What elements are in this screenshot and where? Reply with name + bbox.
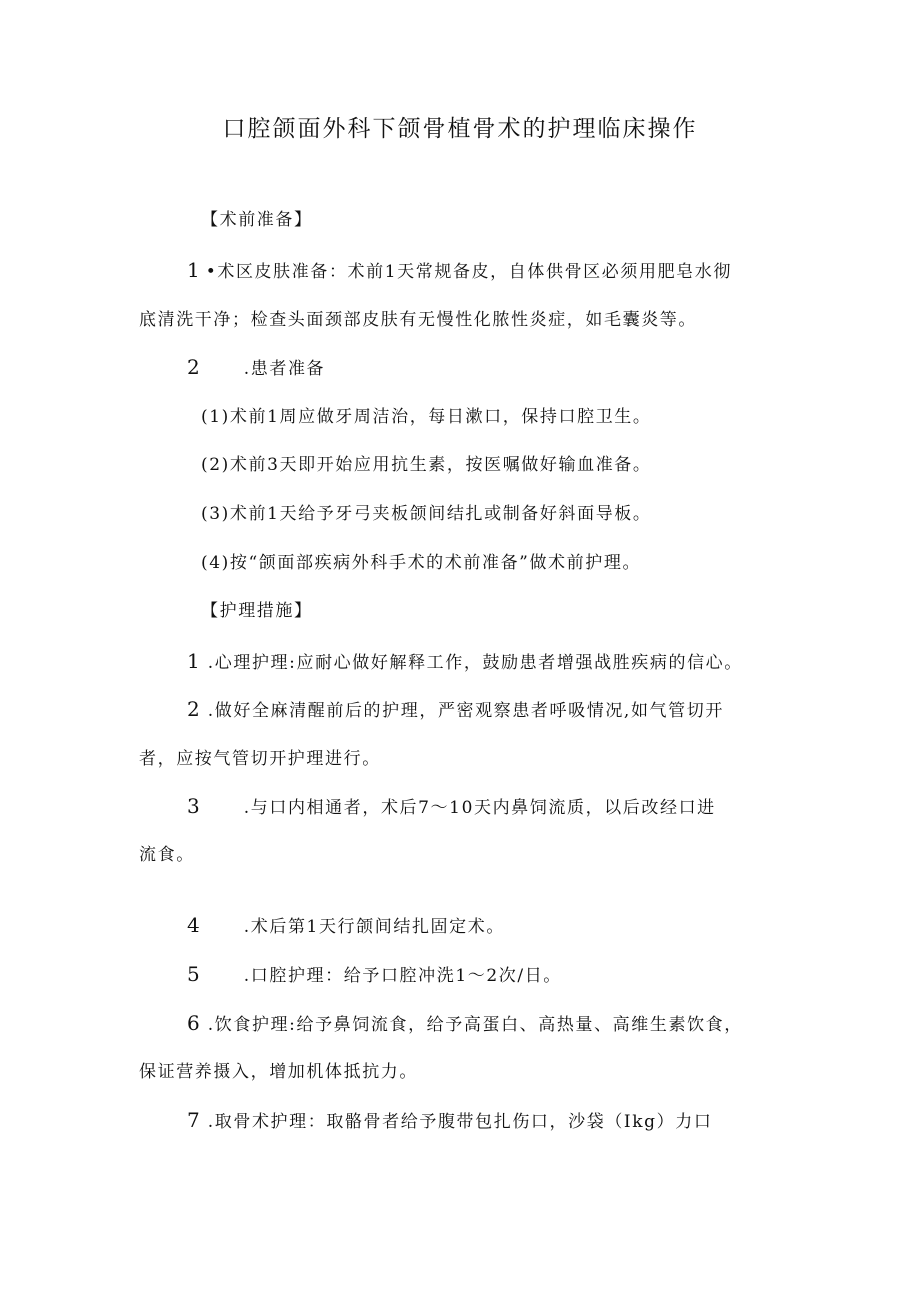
preop-subitem-1: (1)术前1周应做牙周洁治，每日漱口，保持口腔卫生。 (201, 407, 652, 427)
section-heading-care: 【护理措施】 (201, 601, 313, 621)
care-item-3-line2: 流食。 (139, 845, 195, 865)
preop-subitem-3: (3)术前1天给予牙弓夹板颌间结扎或制备好斜面导板。 (201, 504, 652, 524)
care-item-7-line1 (187, 1108, 712, 1134)
preop-item-2-text: .患者准备 (243, 359, 326, 379)
care-item-6-line1 (187, 1011, 743, 1037)
care-item-7-number: 7 (187, 1108, 200, 1132)
care-item-2-line2: 者，应按气管切开护理进行。 (139, 749, 381, 769)
preop-subitem-2: (2)术前3天即开始应用抗生素，按医嘱做好输血准备。 (201, 455, 652, 475)
preop-item-2 (187, 355, 325, 381)
section-heading-preop: 【术前准备】 (201, 210, 313, 230)
preop-item-1-text: •术区皮肤准备：术前1天常规备皮，自体供骨区必须用肥皂水彻 (205, 262, 732, 282)
care-item-4-number: 4 (187, 913, 200, 937)
care-item-1-text: .心理护理:应耐心做好解释工作，鼓励患者增强战胜疾病的信心。 (207, 653, 743, 673)
care-item-3-line1 (187, 794, 716, 820)
care-item-5-number: 5 (187, 962, 200, 986)
care-item-5-text: .口腔护理：给予口腔冲洗1～2次/日。 (243, 966, 562, 986)
preop-item-1-line2: 底清洗干净；检查头面颈部皮肤有无慢性化脓性炎症，如毛囊炎等。 (139, 310, 697, 330)
preop-item-1-number: 1 (187, 258, 200, 282)
document-title: 口腔颌面外科下颌骨植骨术的护理临床操作 (222, 116, 698, 142)
care-item-4 (187, 913, 505, 939)
care-item-6-number: 6 (187, 1011, 200, 1035)
preop-subitem-4: (4)按“颌面部疾病外科手术的术前准备”做术前护理。 (201, 553, 642, 573)
care-item-2-text: .做好全麻清醒前后的护理，严密观察患者呼吸情况,如气管切开 (207, 701, 724, 721)
care-item-6-line2: 保证营养摄入，增加机体抵抗力。 (139, 1062, 418, 1082)
care-item-7-text: .取骨术护理：取骼骨者给予腹带包扎伤口，沙袋（Ikg）力口 (207, 1112, 713, 1132)
care-item-3-text: .与口内相通者，术后7～10天内鼻饲流质，以后改经口进 (243, 798, 716, 818)
care-item-5 (187, 962, 562, 988)
care-item-4-text: .术后第1天行颌间结扎固定术。 (243, 917, 505, 937)
care-item-3-number: 3 (187, 794, 200, 818)
preop-item-1-line1 (187, 258, 732, 284)
care-item-6-text: .饮食护理:给予鼻饲流食，给予高蛋白、高热量、高维生素饮食， (207, 1015, 743, 1035)
care-item-1 (187, 649, 743, 675)
care-item-2-line1 (187, 697, 724, 723)
care-item-1-number: 1 (187, 649, 200, 673)
preop-item-2-number: 2 (187, 355, 200, 379)
care-item-2-number: 2 (187, 697, 200, 721)
